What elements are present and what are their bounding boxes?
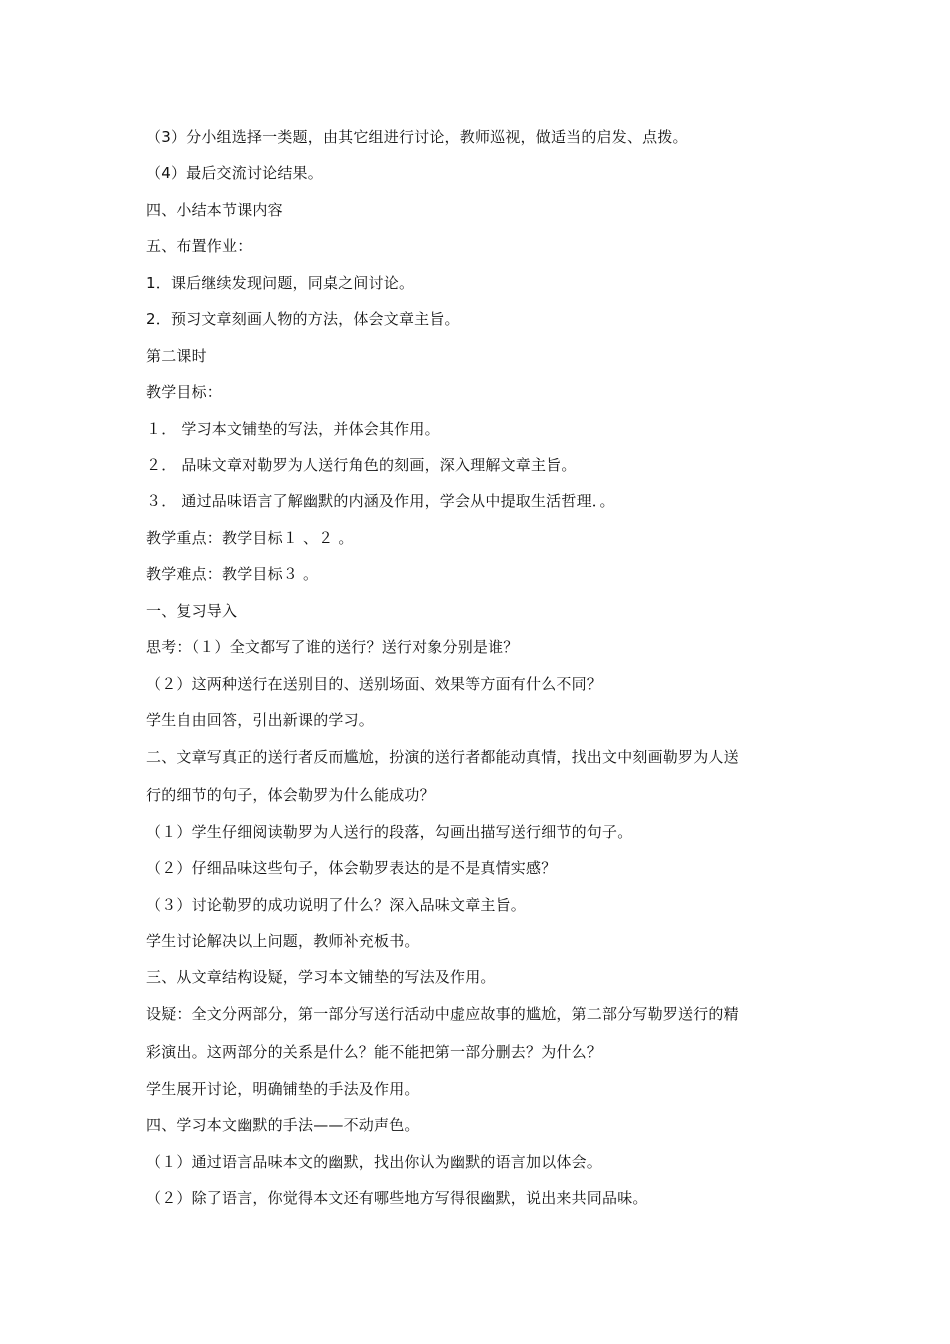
section-heading: 四、小结本节课内容 (146, 201, 283, 219)
text-line: ２． 品味文章对勒罗为人送行角色的刻画，深入理解文章主旨。 (146, 456, 577, 474)
text-line: （3）分小组选择一类题，由其它组进行讨论，教师巡视，做适当的启发、点拨。 (146, 128, 688, 146)
text-line: （4）最后交流讨论结果。 (146, 164, 323, 182)
text-line: 设疑：全文分两部分，第一部分写送行活动中虚应故事的尴尬，第二部分写勒罗送行的精 (146, 1005, 739, 1023)
section-heading: 四、学习本文幽默的手法——不动声色。 (146, 1116, 420, 1134)
text-line: 2．预习文章刻画人物的方法，体会文章主旨。 (146, 310, 460, 328)
section-heading: 一、复习导入 (146, 602, 238, 620)
text-line: （２）仔细品味这些句子，体会勒罗表达的是不是真情实感？ (146, 859, 557, 877)
text-line: 教学难点：教学目标３ 。 (146, 565, 319, 583)
text-line: （２）这两种送行在送别目的、送别场面、效果等方面有什么不同？ (146, 675, 603, 693)
text-line: 思考：（１）全文都写了谁的送行？送行对象分别是谁？ (146, 638, 519, 656)
text-line: 彩演出。这两部分的关系是什么？能不能把第一部分删去？为什么？ (146, 1043, 603, 1061)
text-line: （３）讨论勒罗的成功说明了什么？深入品味文章主旨。 (146, 896, 527, 914)
text-line: 1．课后继续发现问题，同桌之间讨论。 (146, 274, 415, 292)
section-heading: 二、文章写真正的送行者反而尴尬，扮演的送行者都能动真情，找出文中刻画勒罗为人送 (146, 748, 739, 766)
text-line: （２）除了语言，你觉得本文还有哪些地方写得很幽默，说出来共同品味。 (146, 1189, 648, 1207)
section-heading: 第二课时 (146, 347, 207, 365)
text-line: 行的细节的句子，体会勒罗为什么能成功？ (146, 786, 435, 804)
text-line: １． 学习本文铺垫的写法，并体会其作用。 (146, 420, 440, 438)
text-line: 学生展开讨论，明确铺垫的手法及作用。 (146, 1080, 420, 1098)
section-heading: 教学目标： (146, 383, 223, 401)
section-heading: 五、布置作业： (146, 237, 253, 255)
section-heading: 三、从文章结构设疑，学习本文铺垫的写法及作用。 (146, 968, 496, 986)
text-line: （１）通过语言品味本文的幽默，找出你认为幽默的语言加以体会。 (146, 1153, 603, 1171)
text-line: 教学重点：教学目标１ 、２ 。 (146, 529, 354, 547)
text-line: 学生自由回答，引出新课的学习。 (146, 711, 375, 729)
text-line: 学生讨论解决以上问题，教师补充板书。 (146, 932, 420, 950)
text-line: ３． 通过品味语言了解幽默的内涵及作用，学会从中提取生活哲理．。 (146, 492, 615, 510)
text-line: （１）学生仔细阅读勒罗为人送行的段落，勾画出描写送行细节的句子。 (146, 823, 633, 841)
